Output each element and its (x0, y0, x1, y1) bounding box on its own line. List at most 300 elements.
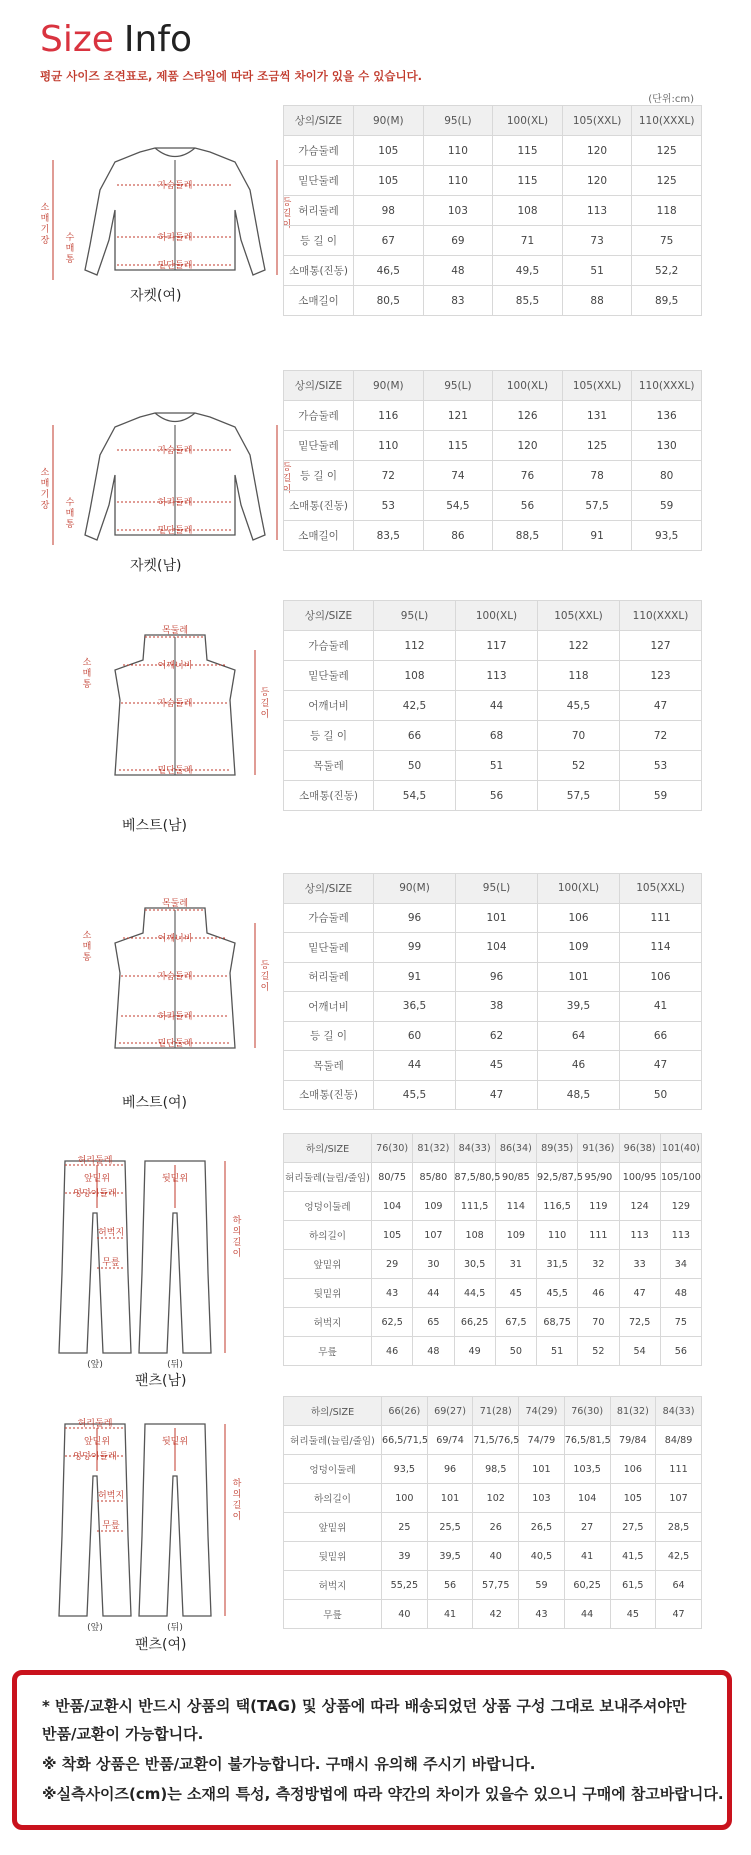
svg-text:수: 수 (65, 498, 75, 508)
measurement-name-cell: 허리둘레 (284, 962, 374, 992)
measurement-value-cell: 27 (564, 1513, 610, 1542)
measurement-value-cell: 103 (423, 196, 493, 226)
front-view-label: (앞) (87, 1360, 103, 1370)
measurement-name-cell: 엉덩이둘레 (284, 1455, 382, 1484)
measurement-value-cell: 98 (354, 196, 424, 226)
waist-measure-label: 허리둘레 (157, 498, 193, 508)
measurement-name-cell: 앞밑위 (284, 1250, 372, 1279)
measurement-value-cell: 71,5/76,5 (473, 1426, 519, 1455)
measurement-value-cell: 25 (382, 1513, 428, 1542)
measurement-name-cell: 가슴둘레 (284, 631, 374, 661)
armhole-label (83, 657, 92, 690)
measurement-value-cell: 114 (495, 1192, 536, 1221)
measurement-value-cell: 51 (562, 256, 632, 286)
measurement-name-cell: 무릎 (284, 1337, 372, 1366)
measurement-value-cell: 76 (493, 461, 563, 491)
measurement-name-cell: 가슴둘레 (284, 136, 354, 166)
measurement-name-cell: 허리둘레(늘림/줄임) (284, 1426, 382, 1455)
table-row (284, 903, 702, 933)
measurement-value-cell: 50 (495, 1337, 536, 1366)
title-info: Info (123, 19, 193, 60)
measurement-value-cell: 60,25 (564, 1571, 610, 1600)
size-header-cell: 95(L) (374, 601, 456, 631)
measurement-value-cell: 85,5 (493, 286, 563, 316)
table-row (284, 1484, 702, 1513)
size-header-cell: 105(XXL) (562, 371, 632, 401)
svg-text:기: 기 (40, 490, 50, 500)
size-table (283, 1396, 702, 1629)
table-row (284, 1337, 702, 1366)
hem-measure-label: 밑단둘레 (157, 766, 193, 776)
table-row (284, 631, 702, 661)
measurement-value-cell: 26,5 (519, 1513, 565, 1542)
sleeve-width-label (66, 497, 75, 530)
table-row (284, 1308, 702, 1337)
size-table (283, 105, 702, 316)
table-row (284, 691, 702, 721)
measurement-value-cell: 56 (493, 491, 563, 521)
size-header-cell: 86(34) (495, 1134, 536, 1163)
measurement-value-cell: 80/75 (372, 1163, 413, 1192)
measurement-value-cell: 109 (538, 933, 620, 963)
size-column-header: 하의/SIZE (284, 1397, 382, 1426)
measurement-value-cell: 131 (562, 401, 632, 431)
measurement-value-cell: 62 (456, 1021, 538, 1051)
neck-measure-label: 목둘레 (161, 899, 189, 909)
measurement-value-cell: 52 (538, 751, 620, 781)
measurement-name-cell: 등 길 이 (284, 721, 374, 751)
measurement-value-cell: 100/95 (619, 1163, 660, 1192)
measurement-value-cell: 118 (538, 661, 620, 691)
size-header-cell: 110(XXXL) (632, 106, 702, 136)
shoulder-measure-label: 어깨너비 (157, 934, 193, 944)
measurement-value-cell: 26 (473, 1513, 519, 1542)
svg-text:이: 이 (282, 485, 292, 495)
unit-label: (단위:cm) (648, 94, 694, 105)
measurement-value-cell: 53 (354, 491, 424, 521)
measurement-name-cell: 등 길 이 (284, 461, 354, 491)
size-header-cell: 81(32) (413, 1134, 454, 1163)
measurement-value-cell: 105 (610, 1484, 656, 1513)
measurement-value-cell: 115 (493, 166, 563, 196)
measurement-value-cell: 54 (619, 1337, 660, 1366)
page-subtitle: 평균 사이즈 조견표로, 제품 스타일에 따라 조금씩 차이가 있을 수 있습니다. (40, 69, 423, 83)
measurement-value-cell: 42,5 (656, 1542, 702, 1571)
measurement-value-cell: 25,5 (427, 1513, 473, 1542)
size-column-header: 상의/SIZE (284, 106, 354, 136)
size-header-cell: 89(35) (537, 1134, 578, 1163)
measurement-value-cell: 116 (354, 401, 424, 431)
measurement-value-cell: 83,5 (354, 521, 424, 551)
measurement-value-cell: 74 (423, 461, 493, 491)
measurement-name-cell: 허벅지 (284, 1308, 372, 1337)
garment-label: 베스트(남) (122, 818, 188, 834)
knee-measure-label: 무릎 (102, 1258, 120, 1268)
size-header-cell: 110(XXXL) (632, 371, 702, 401)
svg-text:통: 통 (65, 520, 75, 530)
size-header-cell: 100(XL) (493, 371, 563, 401)
svg-text:길: 길 (232, 1238, 242, 1248)
table-row (284, 751, 702, 781)
measurement-name-cell: 밑단둘레 (284, 661, 374, 691)
svg-text:하: 하 (232, 1479, 242, 1489)
notice-line-1: * 반품/교환시 반드시 상품의 택(TAG) 및 상품에 따라 배송되었던 상품 구성 그대로 보내주셔야만 (42, 1697, 687, 1715)
measurement-value-cell: 57,5 (562, 491, 632, 521)
measurement-value-cell: 90/85 (495, 1163, 536, 1192)
measurement-value-cell: 102 (473, 1484, 519, 1513)
measurement-value-cell: 51 (456, 751, 538, 781)
size-table (283, 600, 702, 811)
table-row (284, 226, 702, 256)
measurement-value-cell: 106 (538, 903, 620, 933)
svg-text:길: 길 (282, 474, 292, 484)
measurement-name-cell: 목둘레 (284, 751, 374, 781)
measurement-value-cell: 50 (620, 1080, 702, 1110)
measurement-value-cell: 73 (562, 226, 632, 256)
measurement-value-cell: 56 (427, 1571, 473, 1600)
measurement-value-cell: 45 (456, 1051, 538, 1081)
svg-text:길: 길 (282, 209, 292, 219)
measurement-name-cell: 목둘레 (284, 1051, 374, 1081)
table-row (284, 721, 702, 751)
measurement-value-cell: 45,5 (538, 691, 620, 721)
measurement-value-cell: 113 (562, 196, 632, 226)
waist-measure-label: 허리둘레 (157, 233, 193, 243)
table-row (284, 1426, 702, 1455)
measurement-value-cell: 60 (374, 1021, 456, 1051)
measurement-name-cell: 소매길이 (284, 521, 354, 551)
table-row (284, 196, 702, 226)
measurement-value-cell: 48 (660, 1279, 701, 1308)
svg-text:길: 길 (260, 699, 270, 709)
garment-figure-1 (40, 130, 295, 295)
front-rise-label: 앞밑위 (83, 1437, 111, 1447)
back-length-label (261, 960, 270, 993)
measurement-value-cell: 43 (519, 1600, 565, 1629)
measurement-value-cell: 115 (493, 136, 563, 166)
measurement-value-cell: 115 (423, 431, 493, 461)
garment-figure-4 (45, 898, 295, 1063)
measurement-value-cell: 54,5 (423, 491, 493, 521)
table-row (284, 1513, 702, 1542)
measurement-value-cell: 126 (493, 401, 563, 431)
size-header-cell: 95(L) (423, 371, 493, 401)
measurement-value-cell: 29 (372, 1250, 413, 1279)
size-header-cell: 110(XXXL) (620, 601, 702, 631)
size-header-cell: 105(XXL) (562, 106, 632, 136)
measurement-name-cell: 가슴둘레 (284, 401, 354, 431)
table-row (284, 461, 702, 491)
measurement-value-cell: 106 (610, 1455, 656, 1484)
measurement-value-cell: 27,5 (610, 1513, 656, 1542)
garment-label: 자켓(여) (130, 288, 182, 304)
measurement-value-cell: 91 (374, 962, 456, 992)
size-column-header: 상의/SIZE (284, 874, 374, 904)
measurement-value-cell: 111,5 (454, 1192, 495, 1221)
measurement-value-cell: 108 (374, 661, 456, 691)
measurement-value-cell: 31,5 (537, 1250, 578, 1279)
garment-figure-3 (45, 625, 295, 790)
table-row (284, 521, 702, 551)
back-length-label (261, 687, 270, 720)
measurement-value-cell: 47 (619, 1279, 660, 1308)
svg-text:매: 매 (40, 479, 50, 489)
hem-measure-label: 밑단둘레 (157, 1039, 193, 1049)
table-row (284, 1600, 702, 1629)
measurement-value-cell: 48 (423, 256, 493, 286)
waist-measure-label: 허리둘레 (77, 1156, 113, 1166)
measurement-value-cell: 45,5 (374, 1080, 456, 1110)
measurement-value-cell: 67,5 (495, 1308, 536, 1337)
chest-measure-label: 가슴둘레 (157, 699, 193, 709)
hem-measure-label: 밑단둘레 (157, 526, 193, 536)
measurement-value-cell: 101 (456, 903, 538, 933)
garment-label: 베스트(여) (122, 1095, 188, 1111)
measurement-value-cell: 32 (578, 1250, 619, 1279)
garment-label: 자켓(남) (130, 558, 182, 574)
table-header-row (284, 106, 702, 136)
svg-text:매: 매 (40, 214, 50, 224)
measurement-name-cell: 가슴둘레 (284, 903, 374, 933)
back-view-label: (뒤) (167, 1360, 183, 1370)
measurement-value-cell: 59 (620, 781, 702, 811)
measurement-value-cell: 119 (578, 1192, 619, 1221)
measurement-name-cell: 밑단둘레 (284, 431, 354, 461)
measurement-value-cell: 120 (493, 431, 563, 461)
size-header-cell: 81(32) (610, 1397, 656, 1426)
measurement-value-cell: 88,5 (493, 521, 563, 551)
table-row (284, 166, 702, 196)
measurement-name-cell: 어깨너비 (284, 992, 374, 1022)
measurement-value-cell: 28,5 (656, 1513, 702, 1542)
hem-measure-label: 밑단둘레 (157, 261, 193, 271)
measurement-value-cell: 44 (374, 1051, 456, 1081)
measurement-value-cell: 59 (632, 491, 702, 521)
measurement-value-cell: 109 (495, 1221, 536, 1250)
measurement-name-cell: 등 길 이 (284, 226, 354, 256)
table-row (284, 256, 702, 286)
measurement-value-cell: 49,5 (493, 256, 563, 286)
measurement-value-cell: 104 (564, 1484, 610, 1513)
measurement-value-cell: 44 (564, 1600, 610, 1629)
svg-text:이: 이 (232, 1249, 242, 1259)
measurement-value-cell: 80,5 (354, 286, 424, 316)
size-header-cell: 101(40) (660, 1134, 701, 1163)
measurement-value-cell: 114 (620, 933, 702, 963)
measurement-name-cell: 하의길이 (284, 1484, 382, 1513)
measurement-value-cell: 39,5 (427, 1542, 473, 1571)
sleeve-width-label (66, 232, 75, 265)
measurement-value-cell: 98,5 (473, 1455, 519, 1484)
measurement-value-cell: 50 (374, 751, 456, 781)
table-row (284, 962, 702, 992)
measurement-value-cell: 46 (538, 1051, 620, 1081)
measurement-value-cell: 120 (562, 166, 632, 196)
measurement-value-cell: 96 (456, 962, 538, 992)
measurement-value-cell: 118 (632, 196, 702, 226)
svg-text:이: 이 (282, 220, 292, 230)
svg-text:장: 장 (40, 236, 50, 246)
size-header-cell: 69(27) (427, 1397, 473, 1426)
measurement-value-cell: 109 (413, 1192, 454, 1221)
chest-measure-label: 가슴둘레 (157, 181, 193, 191)
size-column-header: 상의/SIZE (284, 601, 374, 631)
measurement-value-cell: 86 (423, 521, 493, 551)
measurement-value-cell: 55,25 (382, 1571, 428, 1600)
svg-text:매: 매 (65, 509, 75, 519)
measurement-value-cell: 41,5 (610, 1542, 656, 1571)
measurement-name-cell: 앞밑위 (284, 1513, 382, 1542)
measurement-name-cell: 소매길이 (284, 286, 354, 316)
measurement-value-cell: 47 (656, 1600, 702, 1629)
measurement-value-cell: 45 (610, 1600, 656, 1629)
measurement-value-cell: 36,5 (374, 992, 456, 1022)
measurement-value-cell: 45,5 (537, 1279, 578, 1308)
measurement-value-cell: 74/79 (519, 1426, 565, 1455)
measurement-value-cell: 103,5 (564, 1455, 610, 1484)
table-row (284, 1163, 702, 1192)
size-table (283, 873, 702, 1110)
measurement-value-cell: 113 (619, 1221, 660, 1250)
measurement-value-cell: 101 (538, 962, 620, 992)
measurement-value-cell: 125 (632, 136, 702, 166)
measurement-value-cell: 107 (413, 1221, 454, 1250)
measurement-name-cell: 뒷밑위 (284, 1279, 372, 1308)
measurement-name-cell: 등 길 이 (284, 1021, 374, 1051)
measurement-value-cell: 46 (578, 1279, 619, 1308)
measurement-value-cell: 87,5/80,5 (454, 1163, 495, 1192)
thigh-measure-label: 허벅지 (97, 1491, 125, 1501)
size-table (283, 1133, 702, 1366)
svg-text:수: 수 (65, 233, 75, 243)
measurement-value-cell: 121 (423, 401, 493, 431)
size-column-header: 하의/SIZE (284, 1134, 372, 1163)
notice-line-3: ※ 착화 상품은 반품/교환이 불가능합니다. 구매시 유의해 주시기 바랍니다. (42, 1755, 536, 1773)
measurement-name-cell: 뒷밑위 (284, 1542, 382, 1571)
measurement-value-cell: 112 (374, 631, 456, 661)
measurement-value-cell: 96 (427, 1455, 473, 1484)
measurement-value-cell: 48,5 (538, 1080, 620, 1110)
measurement-value-cell: 44 (413, 1279, 454, 1308)
garment-figure-2 (40, 395, 295, 560)
measurement-value-cell: 46,5 (354, 256, 424, 286)
measurement-value-cell: 64 (656, 1571, 702, 1600)
measurement-value-cell: 123 (620, 661, 702, 691)
measurement-value-cell: 75 (632, 226, 702, 256)
svg-text:소: 소 (40, 468, 50, 478)
measurement-value-cell: 40 (382, 1600, 428, 1629)
size-header-cell: 95(L) (456, 874, 538, 904)
measurement-value-cell: 107 (656, 1484, 702, 1513)
measurement-value-cell: 44,5 (454, 1279, 495, 1308)
measurement-value-cell: 43 (372, 1279, 413, 1308)
measurement-value-cell: 33 (619, 1250, 660, 1279)
measurement-value-cell: 91 (562, 521, 632, 551)
measurement-value-cell: 57,5 (538, 781, 620, 811)
size-header-cell: 105(XXL) (538, 601, 620, 631)
measurement-value-cell: 93,5 (382, 1455, 428, 1484)
svg-text:장: 장 (40, 501, 50, 511)
table-row (284, 992, 702, 1022)
measurement-value-cell: 78 (562, 461, 632, 491)
measurement-value-cell: 85/80 (413, 1163, 454, 1192)
thigh-measure-label: 허벅지 (97, 1228, 125, 1238)
hip-measure-label: 엉덩이둘레 (73, 1189, 117, 1199)
measurement-value-cell: 124 (619, 1192, 660, 1221)
svg-text:통: 통 (65, 255, 75, 265)
size-header-cell: 95(L) (423, 106, 493, 136)
measurement-value-cell: 93,5 (632, 521, 702, 551)
measurement-value-cell: 108 (493, 196, 563, 226)
measurement-value-cell: 110 (423, 136, 493, 166)
measurement-name-cell: 소매통(진동) (284, 256, 354, 286)
front-rise-label: 앞밑위 (83, 1174, 111, 1184)
size-header-cell: 100(XL) (493, 106, 563, 136)
measurement-value-cell: 39,5 (538, 992, 620, 1022)
svg-text:매: 매 (82, 669, 92, 679)
measurement-name-cell: 소매통(진동) (284, 781, 374, 811)
table-header-row (284, 371, 702, 401)
svg-text:매: 매 (65, 244, 75, 254)
measurement-value-cell: 40 (473, 1542, 519, 1571)
measurement-name-cell: 허리둘레(늘림/줄임) (284, 1163, 372, 1192)
table-row (284, 1455, 702, 1484)
measurement-value-cell: 72 (354, 461, 424, 491)
measurement-value-cell: 34 (660, 1250, 701, 1279)
size-header-cell: 90(M) (354, 106, 424, 136)
table-header-row (284, 1397, 702, 1426)
garment-figure-6 (45, 1416, 295, 1638)
notice-line-2: 반품/교환이 가능합니다. (42, 1725, 204, 1743)
svg-text:이: 이 (232, 1512, 242, 1522)
measurement-value-cell: 120 (562, 136, 632, 166)
svg-text:이: 이 (260, 983, 270, 993)
measurement-value-cell: 30 (413, 1250, 454, 1279)
svg-text:의: 의 (232, 1490, 242, 1500)
measurement-value-cell: 105/100 (660, 1163, 701, 1192)
measurement-value-cell: 41 (427, 1600, 473, 1629)
chest-measure-label: 가슴둘레 (157, 446, 193, 456)
table-row (284, 136, 702, 166)
size-header-cell: 71(28) (473, 1397, 519, 1426)
measurement-value-cell: 56 (456, 781, 538, 811)
table-row (284, 933, 702, 963)
table-row (284, 1021, 702, 1051)
size-table (283, 370, 702, 551)
table-row (284, 1542, 702, 1571)
size-header-cell: 105(XXL) (620, 874, 702, 904)
table-row (284, 661, 702, 691)
armhole-label (83, 930, 92, 963)
measurement-value-cell: 56 (660, 1337, 701, 1366)
svg-text:길: 길 (260, 972, 270, 982)
measurement-value-cell: 105 (372, 1221, 413, 1250)
svg-text:이: 이 (260, 710, 270, 720)
svg-text:기: 기 (40, 225, 50, 235)
size-header-cell: 100(XL) (538, 874, 620, 904)
size-header-cell: 96(38) (619, 1134, 660, 1163)
measurement-value-cell: 51 (537, 1337, 578, 1366)
svg-text:소: 소 (82, 931, 92, 941)
measurement-value-cell: 72 (620, 721, 702, 751)
svg-text:등: 등 (260, 961, 270, 971)
measurement-value-cell: 38 (456, 992, 538, 1022)
chest-measure-label: 가슴둘레 (157, 972, 193, 982)
shoulder-measure-label: 어깨너비 (157, 661, 193, 671)
measurement-name-cell: 소매통(진동) (284, 1080, 374, 1110)
measurement-value-cell: 136 (632, 401, 702, 431)
measurement-value-cell: 129 (660, 1192, 701, 1221)
